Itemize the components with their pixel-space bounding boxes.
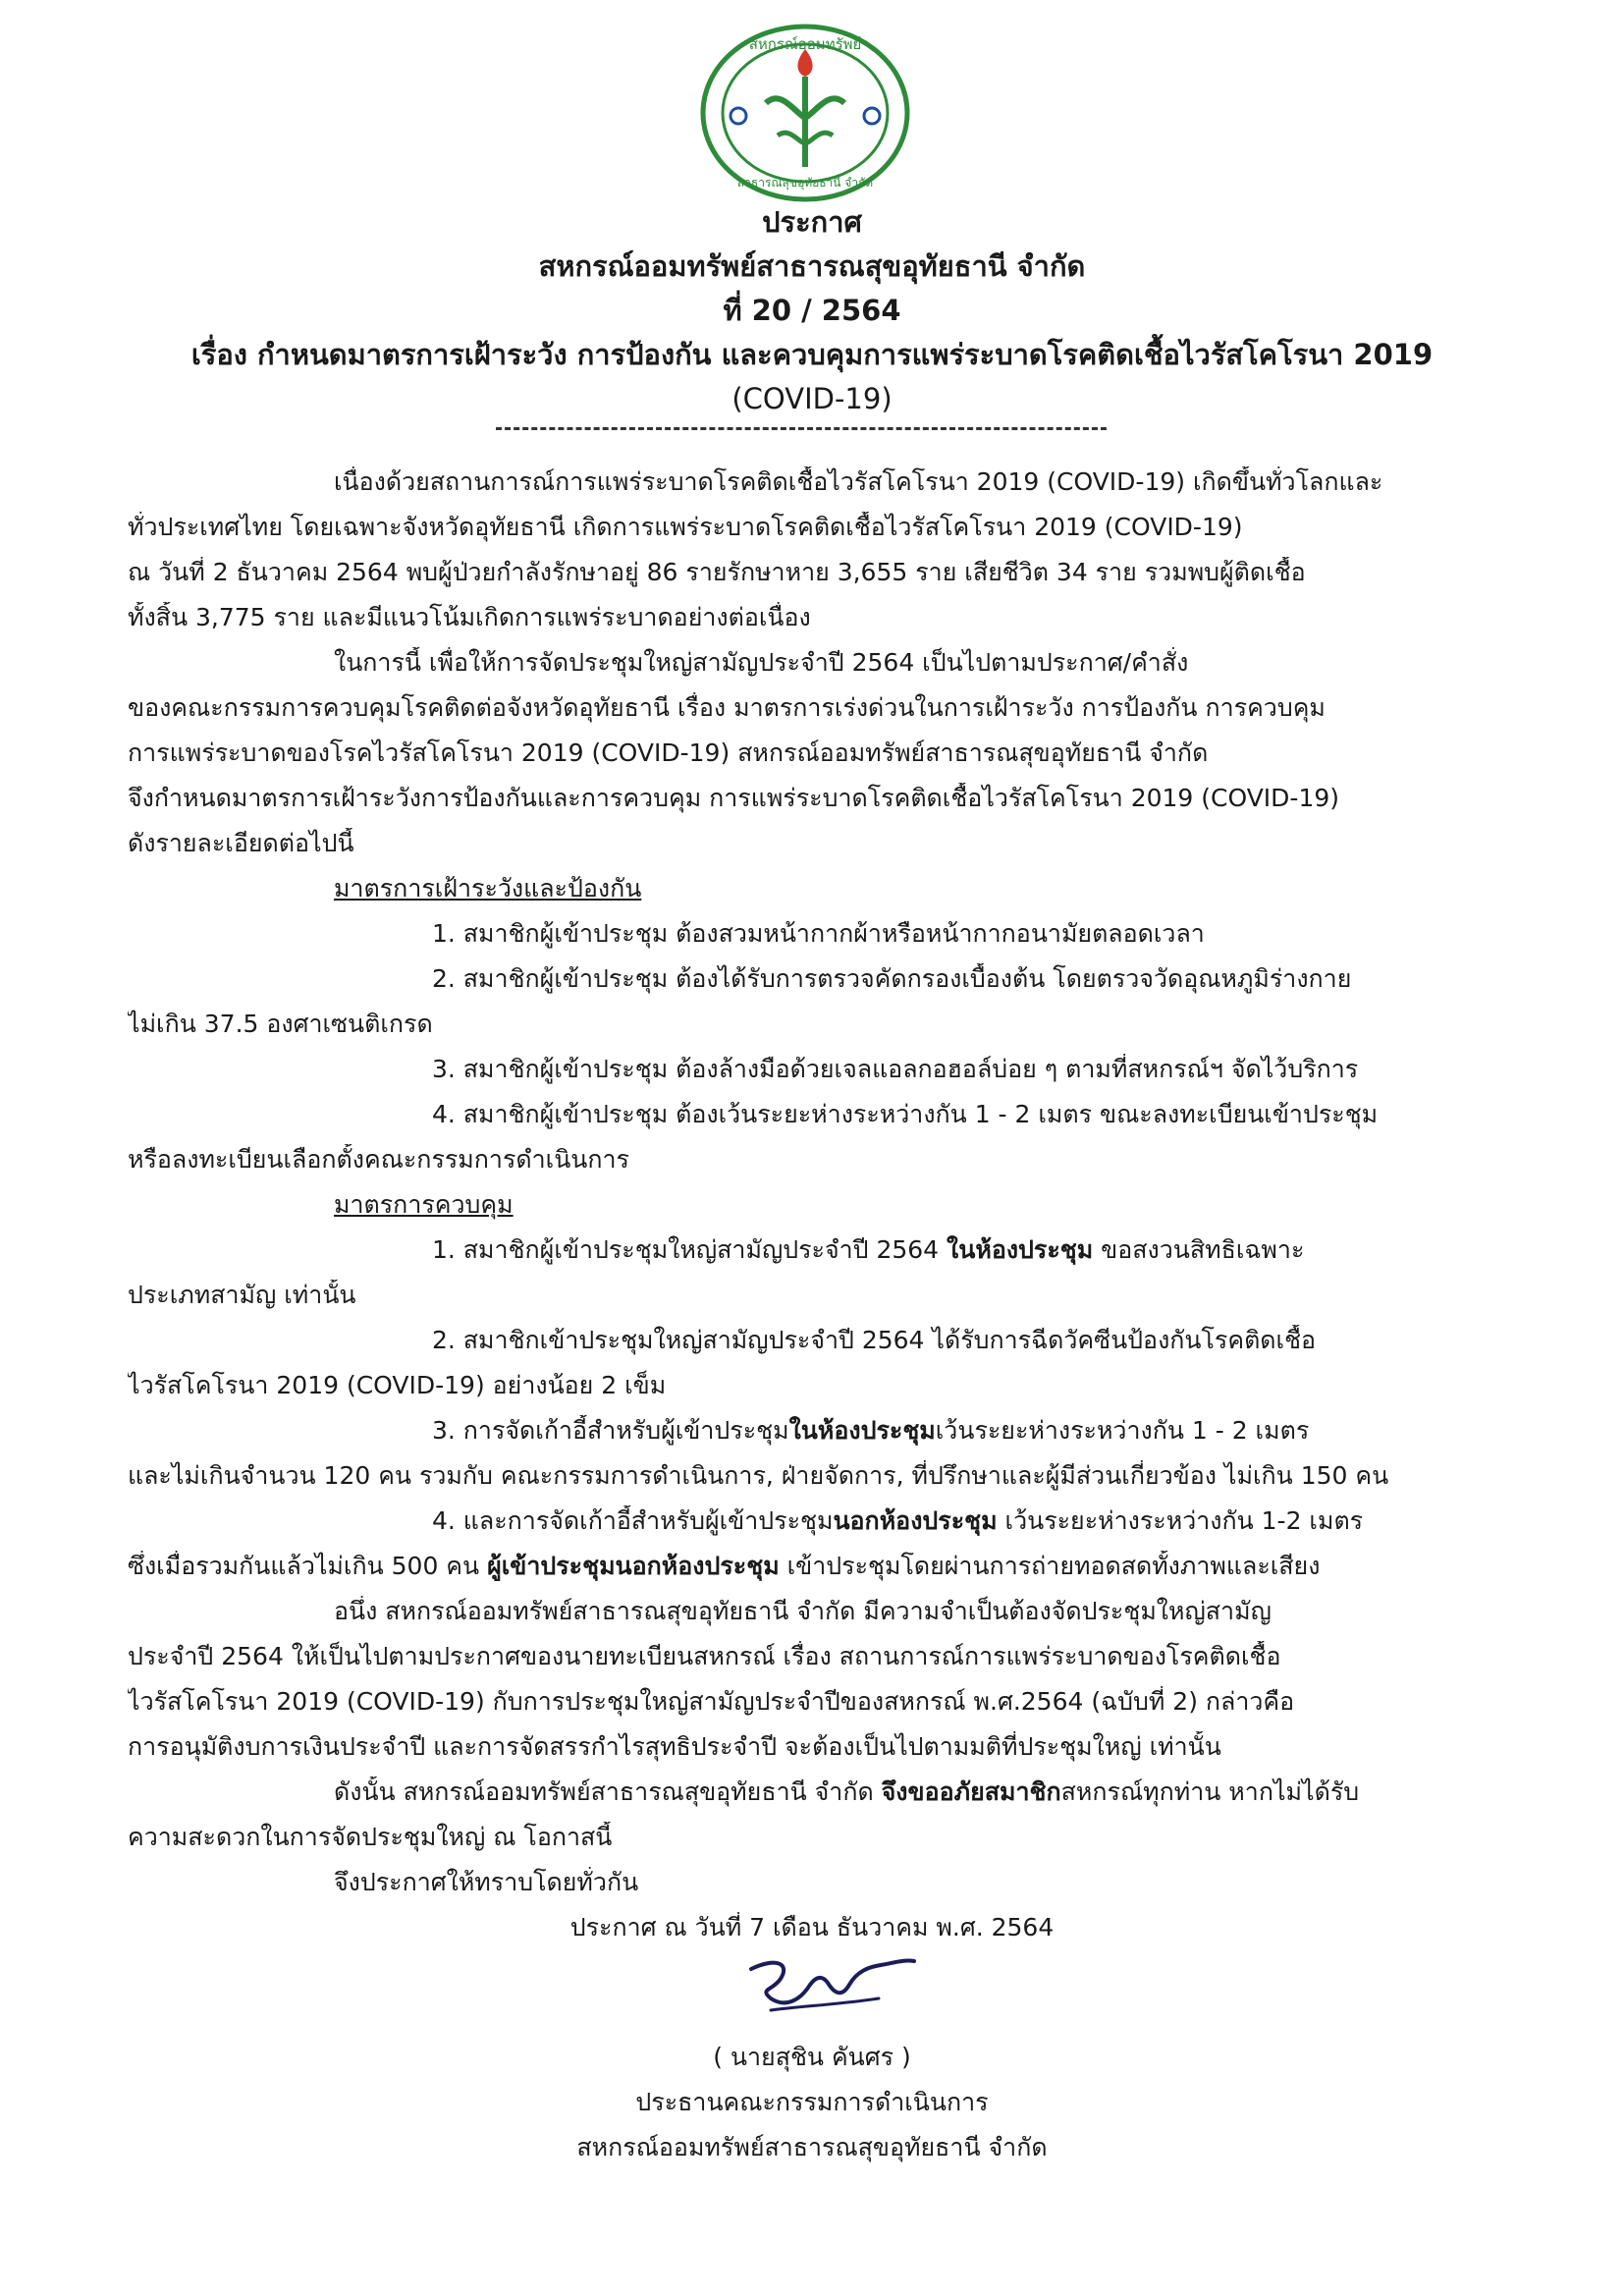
closing-line: จึงประกาศให้ทราบโดยทั่วกัน xyxy=(334,1868,639,1896)
section1-item-cont: ไม่เกิน 37.5 องศาเซนติเกรด xyxy=(128,1010,433,1038)
doc-title: ประกาศ xyxy=(762,205,862,239)
subject-covid: (COVID-19) xyxy=(731,382,893,415)
section2-item: 2. สมาชิกเข้าประชุมใหญ่สามัญประจำปี 2564 ได้รับการฉีดวัคซีนป้องกันโรคติดเชื้อ xyxy=(432,1326,1317,1354)
para2-line: การแพร่ระบาดของโรคไวรัสโคโรนา 2019 (COVID-19) สหกรณ์ออมทรัพย์สาธารณสุขอุทัยธานี จำกัด xyxy=(128,738,1209,767)
section1-title: มาตรการเฝ้าระวังและป้องกัน xyxy=(334,874,642,902)
subject-line: เรื่อง กำหนดมาตรการเฝ้าระวัง การป้องกัน และควบคุมการแพร่ระบาดโรคติดเชื้อไวรัสโคโรนา 2019 xyxy=(190,338,1434,371)
logo-top-text: สหกรณ์ออมทรัพย์ xyxy=(748,35,862,53)
section1-item: 3. สมาชิกผู้เข้าประชุม ต้องล้างมือด้วยเจลแอลกอฮอล์บ่อย ๆ ตามที่สหกรณ์ฯ จัดไว้บริการ xyxy=(432,1055,1359,1083)
para3-line: อนึ่ง สหกรณ์ออมทรัพย์สาธารณสุขอุทัยธานี จำกัด มีความจำเป็นต้องจัดประชุมใหญ่สามัญ xyxy=(334,1597,1272,1625)
section1-item-cont: หรือลงทะเบียนเลือกตั้งคณะกรรมการดำเนินการ xyxy=(128,1145,629,1174)
section2-title: มาตรการควบคุม xyxy=(334,1190,514,1219)
section2-item-cont: และไม่เกินจำนวน 120 คน รวมกับ คณะกรรมการดำเนินการ, ฝ่ายจัดการ, ที่ปรึกษาและผู้มีส่วนเกี่ยวข้อง ไม่เกิน 150 คน xyxy=(128,1461,1389,1490)
section2-item-cont: ไวรัสโคโรนา 2019 (COVID-19) อย่างน้อย 2 เข็ม xyxy=(128,1371,667,1399)
signer-name: ( นายสุชิน คันศร ) xyxy=(713,2043,911,2071)
signer-org: สหกรณ์ออมทรัพย์สาธารณสุขอุทัยธานี จำกัด xyxy=(576,2133,1048,2161)
divider xyxy=(496,427,1107,430)
intro-line: ทั่วประเทศไทย โดยเฉพาะจังหวัดอุทัยธานี เกิดการแพร่ระบาดโรคติดเชื้อไวรัสโคโรนา 2019 (COVID-19) xyxy=(128,513,1243,541)
announcement-number: ที่ 20 / 2564 xyxy=(723,294,901,327)
para2-line: จึงกำหนดมาตรการเฝ้าระวังการป้องกันและการควบคุม การแพร่ระบาดโรคติดเชื้อไวรัสโคโรนา 2019 (COVID-19) xyxy=(128,784,1340,812)
para3-line: การอนุมัติงบการเงินประจำปี และการจัดสรรกำไรสุทธิประจำปี จะต้องเป็นไปตามมติที่ประชุมใหญ่ เท่านั้น xyxy=(128,1732,1221,1761)
para4-line: ความสะดวกในการจัดประชุมใหญ่ ณ โอกาสนี้ xyxy=(128,1823,613,1851)
section2-item: 1. สมาชิกผู้เข้าประชุมใหญ่สามัญประจำปี 2564 ในห้องประชุม ขอสงวนสิทธิเฉพาะ xyxy=(432,1235,1305,1264)
section1-item: 2. สมาชิกผู้เข้าประชุม ต้องได้รับการตรวจคัดกรองเบื้องต้น โดยตรวจวัดอุณหภูมิร่างกาย xyxy=(432,964,1352,993)
logo-bottom-text: สาธารณสุขอุทัยธานี จำกัด xyxy=(736,176,874,190)
intro-line: เนื่องด้วยสถานการณ์การแพร่ระบาดโรคติดเชื้อไวรัสโคโรนา 2019 (COVID-19) เกิดขึ้นทั่วโลกและ xyxy=(334,467,1383,496)
intro-line: ทั้งสิ้น 3,775 ราย และมีแนวโน้มเกิดการแพร่ระบาดอย่างต่อเนื่อง xyxy=(128,603,811,631)
para3-line: ประจำปี 2564 ให้เป็นไปตามประกาศของนายทะเบียนสหกรณ์ เรื่อง สถานการณ์การแพร่ระบาดของโรคติดเชื้อ xyxy=(128,1642,1281,1670)
para2-line: ดังรายละเอียดต่อไปนี้ xyxy=(128,829,354,857)
para4-line: ดังนั้น สหกรณ์ออมทรัพย์สาธารณสุขอุทัยธานี จำกัด จึงขออภัยสมาชิกสหกรณ์ทุกท่าน หากไม่ได้รับ xyxy=(334,1777,1360,1806)
section1-item: 4. สมาชิกผู้เข้าประชุม ต้องเว้นระยะห่างระหว่างกัน 1 - 2 เมตร ขณะลงทะเบียนเข้าประชุม xyxy=(432,1100,1379,1128)
signature xyxy=(731,1949,928,2028)
signer-position: ประธานคณะกรรมการดำเนินการ xyxy=(635,2088,989,2116)
section2-item: 4. และการจัดเก้าอี้สำหรับผู้เข้าประชุมนอกห้องประชุม เว้นระยะห่างระหว่างกัน 1-2 เมตร xyxy=(432,1506,1364,1535)
para2-line: ในการนี้ เพื่อให้การจัดประชุมใหญ่สามัญประจำปี 2564 เป็นไปตามประกาศ/คำสั่ง xyxy=(334,648,1189,677)
para2-line: ของคณะกรรมการควบคุมโรคติดต่อจังหวัดอุทัยธานี เรื่อง มาตรการเร่งด่วนในการเฝ้าระวัง การป้องกัน การควบคุม xyxy=(128,693,1326,722)
section2-item-cont: ซึ่งเมื่อรวมกันแล้วไม่เกิน 500 คน ผู้เข้าประชุมนอกห้องประชุม เข้าประชุมโดยผ่านการถ่ายทอดสดทั้งภาพและเสียง xyxy=(128,1552,1321,1580)
date-line: ประกาศ ณ วันที่ 7 เดือน ธันวาคม พ.ศ. 2564 xyxy=(569,1913,1055,1941)
para3-line: ไวรัสโคโรนา 2019 (COVID-19) กับการประชุมใหญ่สามัญประจำปีของสหกรณ์ พ.ศ.2564 (ฉบับที่ 2) กล่าวคือ xyxy=(128,1687,1295,1716)
section2-item-cont: ประเภทสามัญ เท่านั้น xyxy=(128,1281,356,1309)
org-name: สหกรณ์ออมทรัพย์สาธารณสุขอุทัยธานี จำกัด xyxy=(538,249,1086,283)
section2-item: 3. การจัดเก้าอี้สำหรับผู้เข้าประชุมในห้องประชุมเว้นระยะห่างระหว่างกัน 1 - 2 เมตร xyxy=(432,1416,1310,1445)
cooperative-logo xyxy=(687,20,923,206)
intro-line: ณ วันที่ 2 ธันวาคม 2564 พบผู้ป่วยกำลังรักษาอยู่ 86 รายรักษาหาย 3,655 ราย เสียชีวิต 34 ราย รวมพบผู้ติดเชื้อ xyxy=(128,558,1306,586)
section1-item: 1. สมาชิกผู้เข้าประชุม ต้องสวมหน้ากากผ้าหรือหน้ากากอนามัยตลอดเวลา xyxy=(432,919,1205,948)
